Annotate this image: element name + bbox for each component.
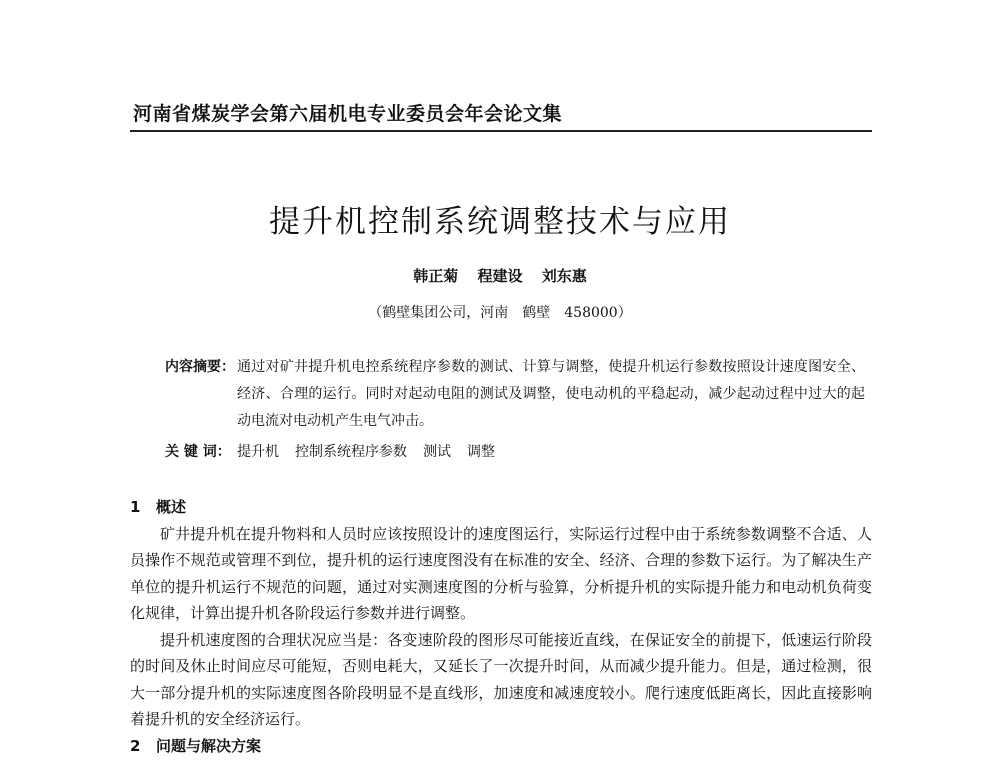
paragraph: 提升机速度图的合理状况应当是：各变速阶段的图形尽可能接近直线，在保证安全的前提下，低速运行阶段的时间及休止时间应尽可能短，否则电耗大，又延长了一次提升时间，从而减少提升能力。但是，通过检测，很大一部分提升机的实际速度图各阶段明显不是直线形，加速度和减速度较小。爬行速度低距离长，因此直接影响着提升机的安全经济运行。: [130, 630, 872, 728]
paragraph: 矿井提升机在提升物料和人员时应该按照设计的速度图运行，实际运行过程中由于系统参数调整不合适、人员操作不规范或管理不到位，提升机的运行速度图没有在标准的安全、经济、合理的参数下运行。为了解决生产单位的提升机运行不规范的问题，通过对实测速度图的分析与验算，分析提升机的实际提升能力和电动机负荷变化规律，计算出提升机各阶段运行参数并进行调整。: [130, 524, 872, 622]
author-name: 程建设: [477, 267, 523, 285]
keyword: 调整: [467, 444, 495, 460]
keywords-label: 关 键 词：: [165, 444, 231, 460]
section-heading: [130, 494, 872, 521]
body-text: [130, 494, 872, 759]
section-title: 问题与解决方案: [156, 736, 262, 755]
author-list: [0, 265, 1000, 286]
section-heading: [130, 733, 872, 760]
keywords-list: [237, 439, 495, 466]
abstract: [165, 354, 865, 435]
affiliation: （鹤壁集团公司，河南 鹤壁 458000）: [368, 305, 632, 321]
author-name: 韩正菊: [413, 267, 459, 285]
keyword: 测试: [423, 444, 451, 460]
keywords: [165, 439, 865, 466]
author-name: 刘东惠: [541, 267, 587, 285]
section-number: 1: [130, 498, 141, 516]
running-header: 河南省煤炭学会第六届机电专业委员会年会论文集: [133, 103, 563, 125]
section-number: 2: [130, 736, 141, 755]
abstract-text: 通过对矿井提升机电控系统程序参数的测试、计算与调整，使提升机运行参数按照设计速度图安全、经济、合理的运行。同时对起动电阻的测试及调整，使电动机的平稳起动，减少起动过程中过大的起动电流对电动机产生电气冲击。: [237, 359, 865, 429]
paper-title: 提升机控制系统调整技术与应用: [269, 204, 731, 240]
header-rule: [130, 130, 872, 132]
keyword: 控制系统程序参数: [295, 444, 407, 460]
abstract-label: 内容摘要：: [165, 359, 235, 375]
section-title: 概述: [156, 498, 187, 516]
keyword: 提升机: [237, 444, 279, 460]
